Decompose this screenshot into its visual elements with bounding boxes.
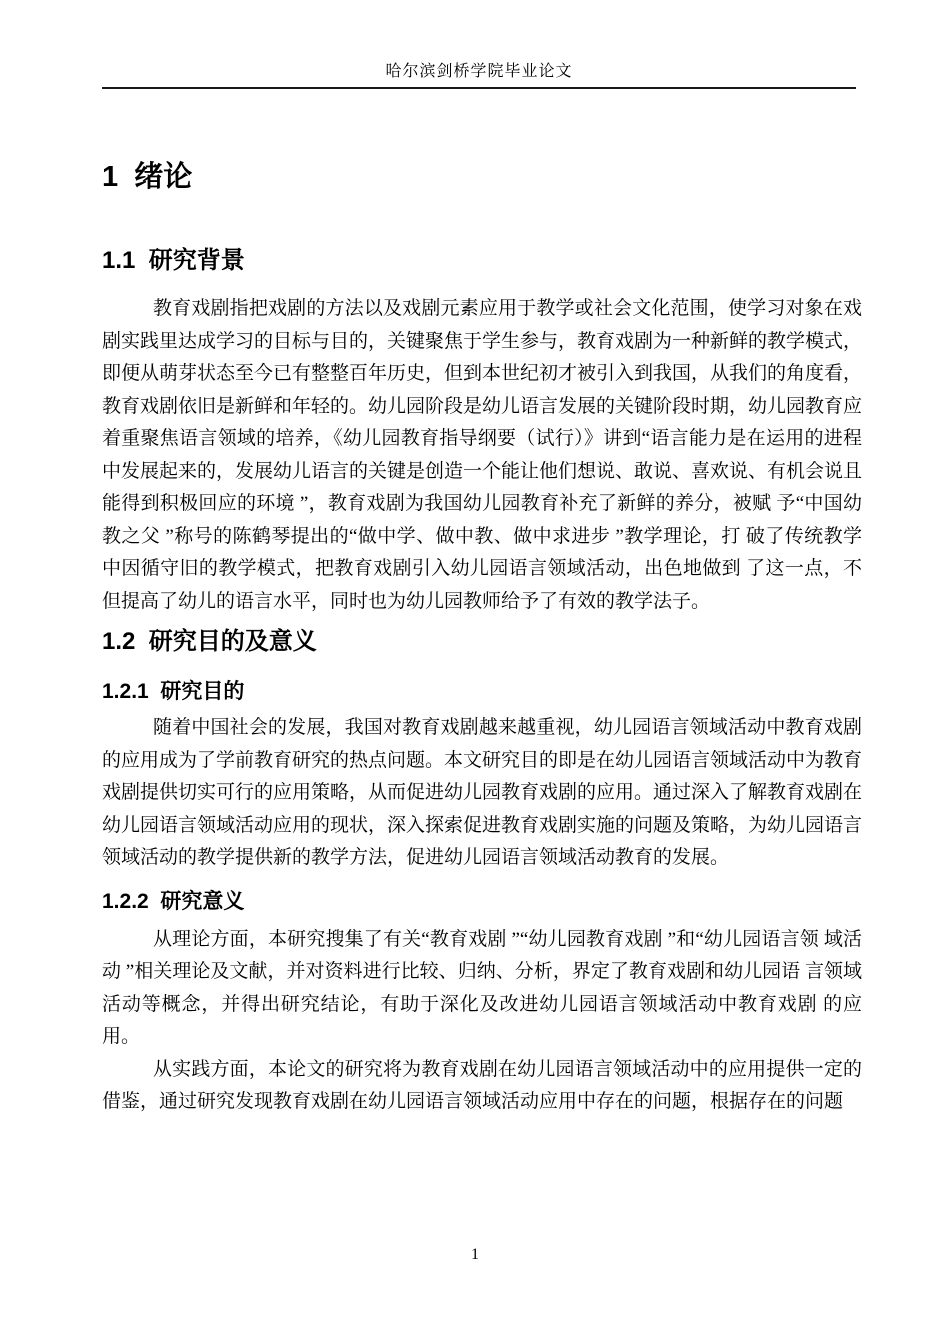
paragraph-research-purpose: 随着中国社会的发展，我国对教育戏剧越来越重视，幼儿园语言领域活动中教育戏剧的应用成为了学前教育研究的热点问题。本文研究目的即是在幼儿园语言领域活动中为教育戏剧提供切实可行的应用策略，从而促进幼儿园教育戏剧的应用。通过深入了解教育戏剧在幼儿园语言领域活动应用的现状，深入探索促进教育戏剧实施的问题及策略，为幼儿园语言领域活动的教学提供新的教学方法，促进幼儿园语言领域活动教育的发展。 (102, 717, 863, 868)
running-header-title: 哈尔滨剑桥学院毕业论文 (385, 63, 573, 80)
section-heading-1-2: 1.2 研究目的及意义 (102, 628, 317, 655)
subsection-heading-1-2-1: 1.2.1 研究目的 (102, 680, 245, 703)
paragraph-research-background: 教育戏剧指把戏剧的方法以及戏剧元素应用于教学或社会文化范围，使学习对象在戏剧实践里达成学习的目标与目的，关键聚焦于学生参与，教育戏剧为一种新鲜的教学模式，即便从萌芽状态至今已有整整百年历史，但到本世纪初才被引入到我国，从我们的角度看，教育戏剧依旧是新鲜和年轻的。幼儿园阶段是幼儿语言发展的关键阶段时期，幼儿园教育应着重聚焦语言领域的培养，《幼儿园教育指导纲要（试行）》讲到“语言能力是在运用的进程中发展起来的，发展幼儿语言的关键是创造一个能让他们想说、敢说、喜欢说、有机会说且能得到积极回应的环境 ”，教育戏剧为我国幼儿园教育补充了新鲜的养分，被赋 予“中国幼教之父 ”称号的陈鹤琴提出的“做中学、做中教、做中求进步 ”教学理论，打 破了传统教学中因循守旧的教学模式，把教育戏剧引入幼儿园语言领域活动，出色地做到 了这一点，不但提高了幼儿的语言水平，同时也为幼儿园教师给予了有效的教学法子。 (102, 298, 863, 612)
paragraph-practical-significance: 从实践方面，本论文的研究将为教育戏剧在幼儿园语言领域活动中的应用提供一定的借鉴，通过研究发现教育戏剧在幼儿园语言领域活动应用中存在的问题，根据存在的问题 (102, 1058, 862, 1112)
paragraph-theoretical-significance: 从理论方面，本研究搜集了有关“教育戏剧 ”“幼儿园教育戏剧 ”和“幼儿园语言领 域活动 ”相关理论及文献，并对资料进行比较、归纳、分析，界定了教育戏剧和幼儿园语 言领域活动等概念，并得出研究结论，有助于深化及改进幼儿园语言领域活动中教育戏剧 的应用。 (102, 928, 862, 1047)
document-body (102, 89, 862, 1119)
subsection-heading-1-2-2: 1.2.2 研究意义 (102, 889, 245, 913)
running-header (102, 62, 856, 89)
page-number: 1 (471, 1246, 479, 1263)
section-heading-1-1: 1.1 研究背景 (102, 247, 245, 274)
chapter-heading: 1 绪论 (102, 161, 193, 193)
